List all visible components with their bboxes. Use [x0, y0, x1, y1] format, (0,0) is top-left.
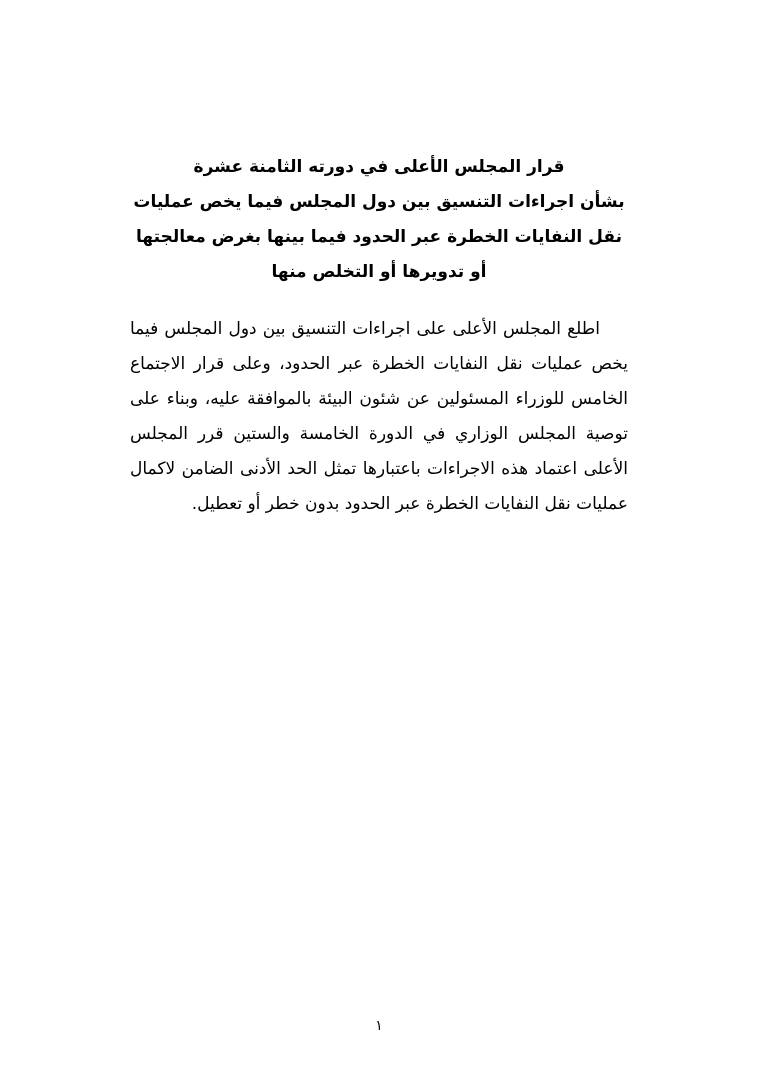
document-title [120, 150, 638, 290]
title-line-3: نقل النفايات الخطرة عبر الحدود فيما بينها بغرض معالجتها [136, 227, 622, 247]
title-line-4: أو تدويرها أو التخلص منها [271, 262, 487, 282]
title-line-1: قرار المجلس الأعلى في دورته الثامنة عشرة [193, 157, 565, 177]
title-line-2: بشأن اجراءات التنسيق بين دول المجلس فيما يخص عمليات [133, 192, 625, 212]
page-number: ١ [375, 1018, 383, 1034]
body-paragraph: اطلع المجلس الأعلى على اجراءات التنسيق بين دول المجلس فيما يخص عمليات نقل النفايات الخطرة عبر الحدود، وعلى قرار الاجتماع الخامس للوزراء المسئولين عن شئون البيئة بالموافقة عليه، وبناء على توصية المجلس الوزاري في الدورة الخامسة والستين قرر المجلس الأعلى اعتماد هذه الاجراءات باعتبارها تمثل الحد الأدنى الضامن لاكمال عمليات نقل النفايات الخطرة عبر الحدود بدون خطر أو تعطيل. [130, 319, 628, 514]
